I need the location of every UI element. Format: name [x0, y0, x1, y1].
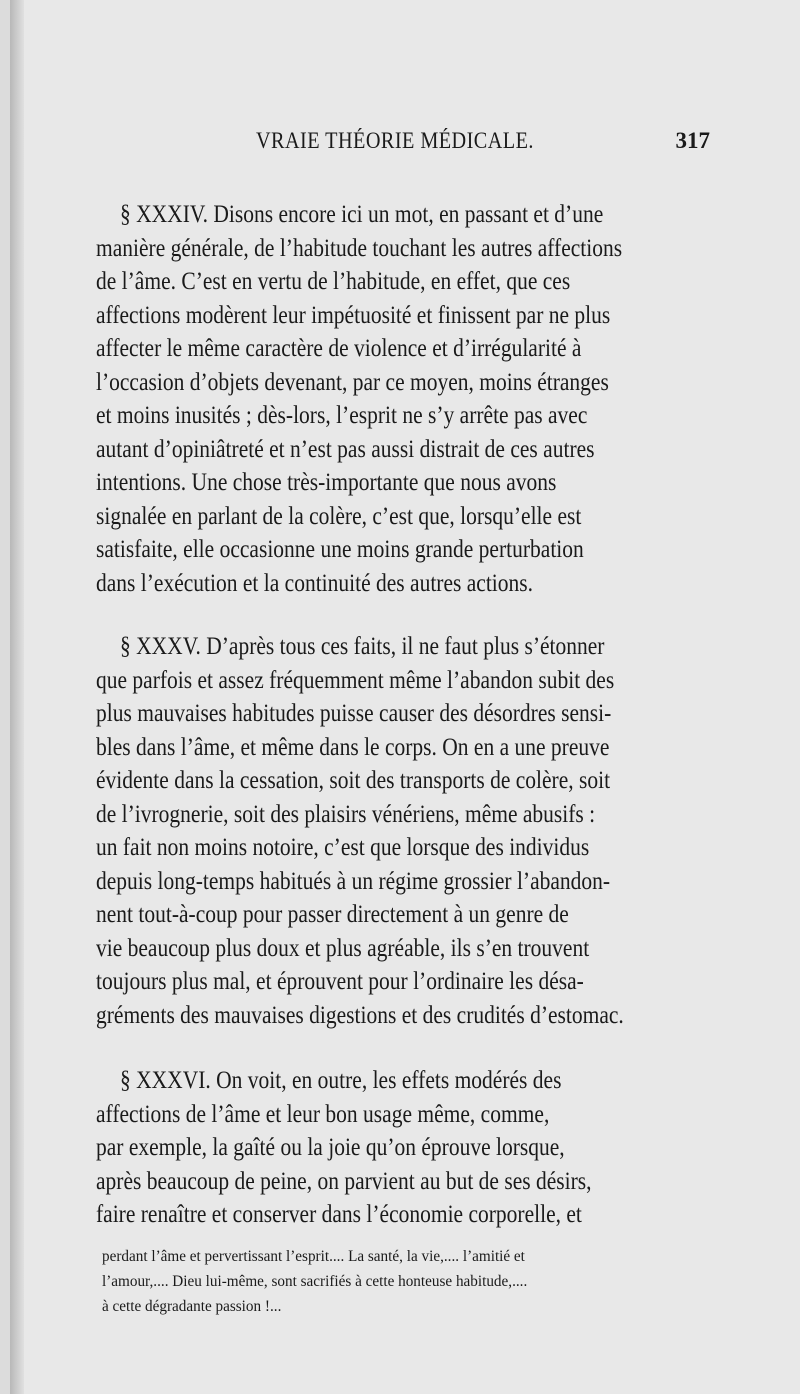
text-line: plus mauvaises habitudes puisse causer des désordres sensi- [96, 700, 612, 727]
text-line: affections de l’âme et leur bon usage même, comme, [96, 1100, 550, 1128]
text-line: affections modèrent leur impétuosité et finissent par ne plus [96, 301, 611, 329]
text-line: § XXXVI. On voit, en outre, les effets modérés des [120, 1067, 562, 1094]
text-line: autant d’opiniâtreté et n’est pas aussi distrait de ces autres [96, 435, 595, 463]
text-line: après beaucoup de peine, on parvient au but de ses désirs, [96, 1167, 592, 1195]
text-line: que parfois et assez fréquemment même l’abandon subit des [96, 666, 615, 694]
text-line: dans l’exécution et la continuité des autres actions. [96, 569, 534, 597]
text-line: signalée en parlant de la colère, c’est que, lorsqu’elle est [96, 502, 582, 530]
text-line: l’occasion d’objets devenant, par ce moyen, moins étranges [96, 368, 609, 396]
text-line: § XXXV. D’après tous ces faits, il ne faut plus s’étonner [120, 633, 605, 660]
footnote-line: perdant l’âme et pervertissant l’esprit.... La santé, la vie,.... l’amitié et [102, 1248, 525, 1265]
text-line: satisfaite, elle occasionne une moins grande perturbation [96, 536, 584, 563]
text-line: vie beaucoup plus doux et plus agréable, ils s’en trouvent [96, 934, 590, 962]
text-line: nent tout-à-coup pour passer directement à un genre de [96, 901, 569, 928]
text-line: évidente dans la cessation, soit des transports de colère, soit [96, 767, 611, 794]
text-line: bles dans l’âme, et même dans le corps. On en a une preuve [96, 733, 610, 761]
page-gutter-shadow [10, 0, 24, 1394]
footnote-line: l’amour,.... Dieu lui-même, sont sacrifiés à cette honteuse habitude,.... [102, 1273, 528, 1290]
footnote [102, 1244, 716, 1319]
text-line: faire renaître et conserver dans l’économie corporelle, et [96, 1201, 582, 1228]
text-line: de l’âme. C’est en vertu de l’habitude, en effet, que ces [96, 268, 571, 295]
running-header [96, 128, 710, 162]
text-line: gréments des mauvaises digestions et des crudités d’estomac. [96, 1001, 624, 1029]
paragraph-section-34 [96, 198, 710, 600]
paragraph-section-36 [96, 1064, 710, 1232]
text-line: et moins inusités ; dès-lors, l’esprit ne s’y arrête pas avec [96, 402, 588, 429]
text-line: de l’ivrognerie, soit des plaisirs vénériens, même abusifs : [96, 800, 596, 828]
text-line: toujours plus mal, et éprouvent pour l’ordinaire les désa- [96, 968, 584, 995]
text-line: § XXXIV. Disons encore ici un mot, en passant et d’une [120, 201, 604, 228]
footnote-line: à cette dégradante passion !... [102, 1298, 282, 1315]
text-line: depuis long-temps habitués à un régime grossier l’abandon- [96, 867, 611, 895]
text-line: manière générale, de l’habitude touchant les autres affections [96, 234, 623, 262]
text-line: un fait non moins notoire, c’est que lorsque des individus [96, 834, 590, 861]
page-number: 317 [675, 128, 710, 153]
text-line: affecter le même caractère de violence et d’irrégularité à [96, 335, 582, 362]
text-line: intentions. Une chose très-importante que nous avons [96, 469, 557, 496]
running-title: VRAIE THÉORIE MÉDICALE. [256, 128, 534, 153]
text-line: par exemple, la gaîté ou la joie qu’on éprouve lorsque, [96, 1134, 565, 1161]
paragraph-section-35 [96, 630, 710, 1032]
